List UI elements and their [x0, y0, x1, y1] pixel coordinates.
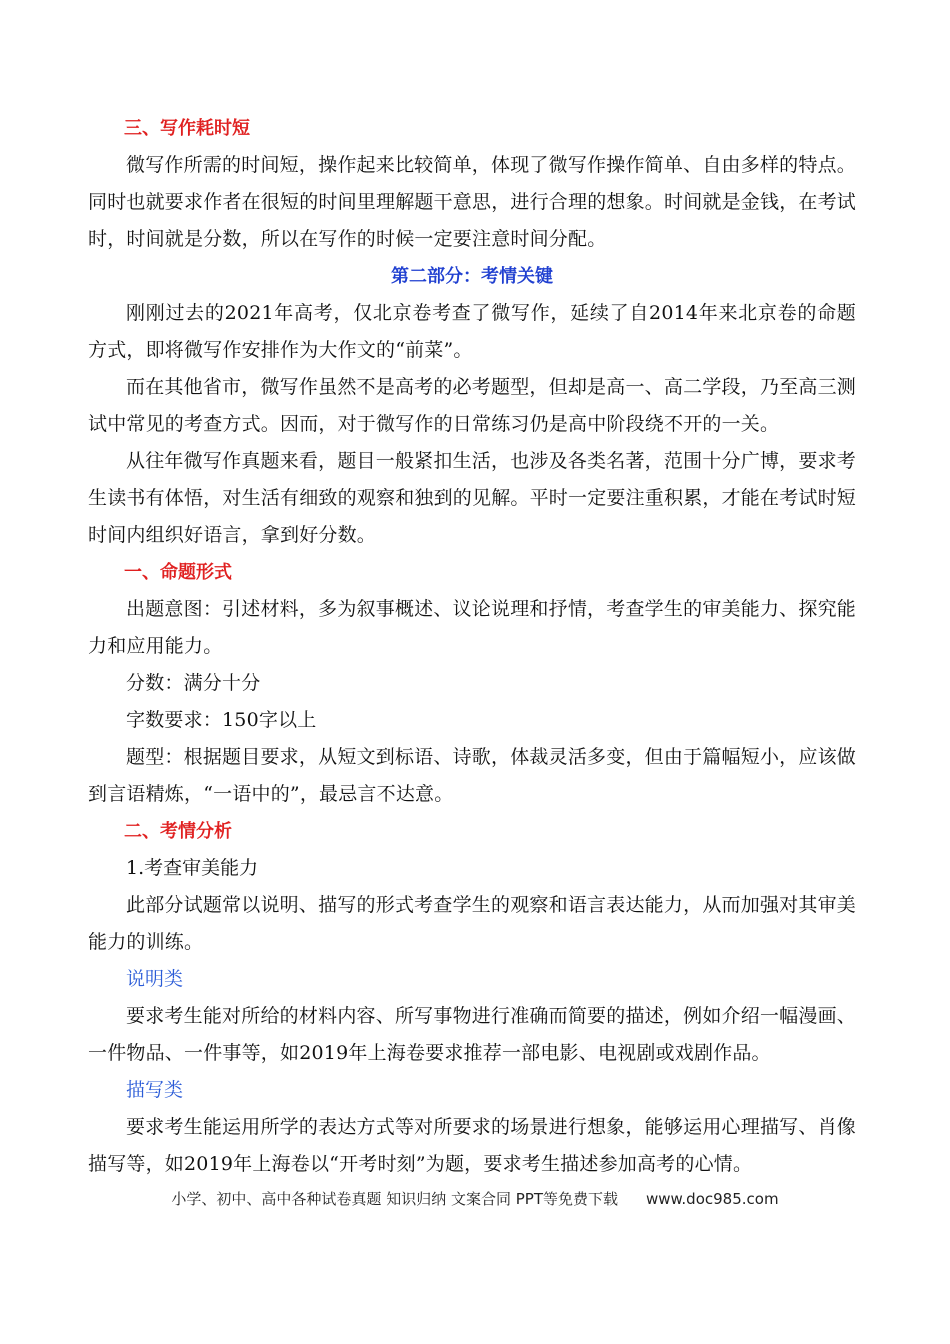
- paragraph: 分数：满分十分: [126, 672, 261, 694]
- part-heading-exam-key: 第二部分：考情关键: [391, 266, 553, 287]
- paragraph: 微写作所需的时间短，操作起来比较简单，体现了微写作操作简单、自由多样的特点。同时也就要求作者在很短的时间里理解题干意思，进行合理的想象。时间就是金钱，在考试时，时间就是分数，所以在写作的时候一定要注意时间分配。: [88, 154, 857, 250]
- document-body: [88, 110, 856, 1183]
- paragraph: 要求考生能运用所学的表达方式等对所要求的场景进行想象，能够运用心理描写、肖像描写等，如2019年上海卷以“开考时刻”为题，要求考生描述参加高考的心情。: [88, 1116, 856, 1175]
- section-heading-writing-time: 三、写作耗时短: [124, 118, 250, 139]
- paragraph: 题型：根据题目要求，从短文到标语、诗歌，体裁灵活多变，但由于篇幅短小，应该做到言语精炼，“一语中的”，最忌言不达意。: [88, 746, 856, 805]
- paragraph: 从往年微写作真题来看，题目一般紧扣生活，也涉及各类名著，范围十分广博，要求考生读书有体悟，对生活有细致的观察和独到的见解。平时一定要注重积累，才能在考试时短时间内组织好语言，拿到好分数。: [88, 450, 857, 546]
- section-heading-question-form: 一、命题形式: [124, 562, 232, 583]
- paragraph: 要求考生能对所给的材料内容、所写事物进行准确而简要的描述，例如介绍一幅漫画、一件物品、一件事等，如2019年上海卷要求推荐一部电影、电视剧或戏剧作品。: [88, 1005, 856, 1064]
- category-heading-explanation: 说明类: [126, 968, 184, 990]
- footer-site-link[interactable]: www.doc985.com: [645, 1190, 779, 1208]
- section-heading-exam-analysis: 二、考情分析: [124, 821, 232, 842]
- paragraph: 刚刚过去的2021年高考，仅北京卷考查了微写作，延续了自2014年来北京卷的命题方式，即将微写作安排作为大作文的“前菜”。: [88, 302, 856, 361]
- paragraph: 而在其他省市，微写作虽然不是高考的必考题型，但却是高一、高二学段，乃至高三测试中常见的考查方式。因而，对于微写作的日常练习仍是高中阶段绕不开的一关。: [88, 376, 856, 435]
- footer-text: 小学、初中、高中各种试卷真题 知识归纳 文案合同 PPT等免费下载: [171, 1190, 618, 1208]
- paragraph: 此部分试题常以说明、描写的形式考查学生的观察和语言表达能力，从而加强对其审美能力的训练。: [88, 894, 856, 953]
- subheading-aesthetic-ability: 1.考查审美能力: [126, 857, 259, 879]
- paragraph: 字数要求：150字以上: [126, 709, 317, 731]
- paragraph: 出题意图：引述材料，多为叙事概述、议论说理和抒情，考查学生的审美能力、探究能力和应用能力。: [88, 598, 856, 657]
- category-heading-description: 描写类: [126, 1079, 184, 1101]
- page-footer: [0, 1188, 950, 1209]
